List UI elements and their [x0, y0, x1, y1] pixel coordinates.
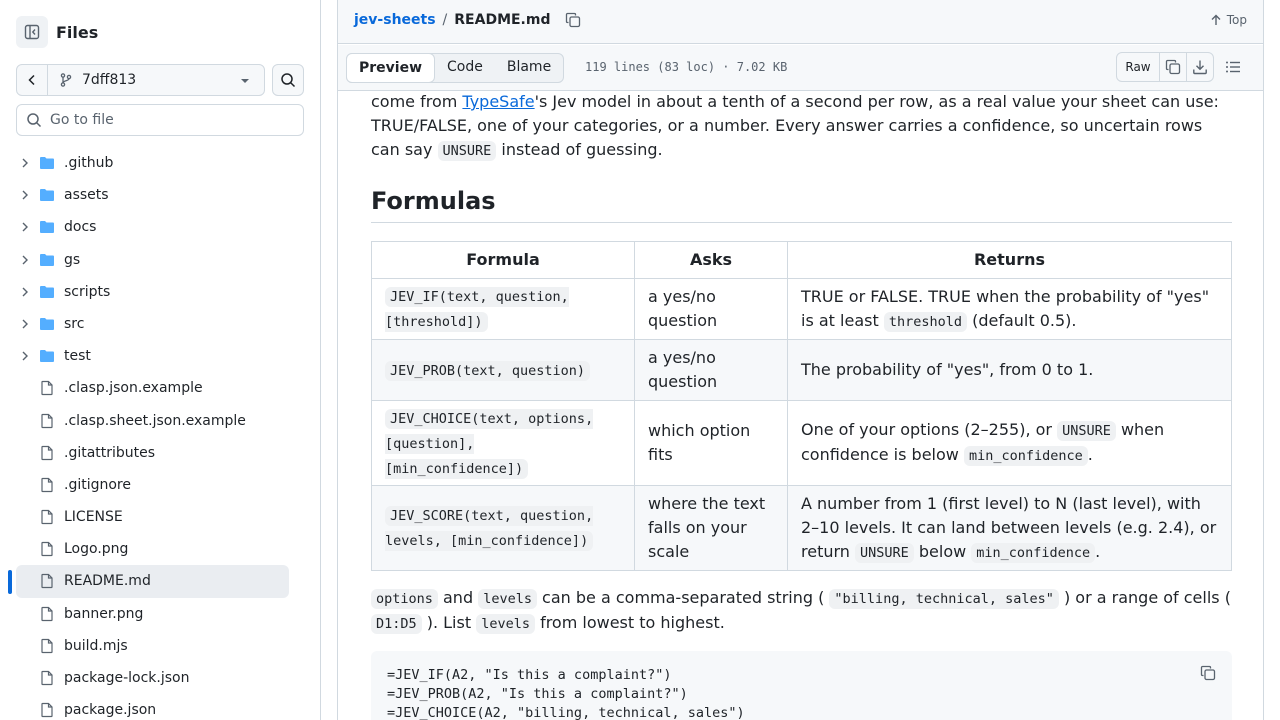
file-icon — [39, 380, 55, 400]
file-icon — [39, 702, 55, 720]
copy-raw-button[interactable] — [1159, 53, 1186, 81]
formula-code: JEV_IF(text, question, [threshold]) — [385, 289, 569, 330]
table-row — [372, 340, 1232, 401]
outline-button[interactable] — [1225, 59, 1241, 79]
code-line: =JEV_IF(A2, "Is this a complaint?") — [387, 667, 672, 683]
breadcrumb-repo-link[interactable]: jev-sheets — [354, 12, 436, 28]
inline-code: min_confidence — [971, 543, 1095, 563]
folder-icon — [39, 155, 55, 175]
file-icon — [39, 606, 55, 626]
inline-code: levels — [478, 589, 537, 609]
chevron-right-icon[interactable] — [19, 221, 31, 237]
file-tree — [16, 147, 289, 720]
tree-item-label: src — [64, 315, 85, 332]
tree-item-label: banner.png — [64, 605, 144, 622]
folder-icon — [39, 316, 55, 336]
returns-text: when confidence is below — [801, 420, 1165, 464]
go-to-file-input[interactable] — [50, 112, 290, 128]
inline-code: options — [371, 589, 438, 609]
breadcrumb — [354, 12, 581, 28]
tree-folder[interactable] — [16, 340, 289, 372]
tree-item-label: assets — [64, 187, 109, 204]
tree-file[interactable] — [16, 565, 289, 597]
inline-code: "billing, technical, sales" — [829, 589, 1058, 609]
file-icon — [39, 445, 55, 465]
note-text: ) or a range of cells ( — [1058, 588, 1231, 607]
top-label: Top — [1226, 13, 1247, 27]
tree-item-label: gs — [64, 251, 81, 268]
table-header-row — [372, 242, 1232, 279]
chevron-right-icon[interactable] — [19, 350, 31, 366]
tree-item-label: .gitattributes — [64, 444, 156, 461]
returns-text: TRUE or FALSE. TRUE when the probability of "yes" is at least — [801, 286, 1210, 330]
download-icon — [1192, 59, 1208, 75]
tree-file[interactable] — [16, 405, 289, 437]
view-mode-tabs — [346, 53, 564, 83]
copy-icon — [1200, 665, 1216, 681]
file-header — [338, 0, 1263, 44]
formula-cell — [372, 340, 635, 401]
code-line: =JEV_PROB(A2, "Is this a complaint?") — [387, 686, 688, 702]
asks-cell: a yes/no question — [635, 340, 788, 401]
active-file-indicator — [8, 570, 12, 594]
raw-button[interactable]: Raw — [1125, 60, 1151, 74]
file-icon — [39, 638, 55, 658]
inline-code: D1:D5 — [371, 614, 422, 634]
returns-text: A number from 1 (first level) to N (last level), with 2–10 levels. It can land between levels (e.g. 2.4), or return — [801, 493, 1217, 561]
tree-item-label: .clasp.sheet.json.example — [64, 412, 246, 429]
column-header: Returns — [788, 242, 1232, 279]
list-unordered-icon — [1225, 59, 1241, 75]
tree-file[interactable] — [16, 630, 289, 662]
tree-item-label: package.json — [64, 702, 157, 719]
file-icon — [39, 670, 55, 690]
file-icon — [39, 477, 55, 497]
chevron-right-icon[interactable] — [19, 189, 31, 205]
go-to-file-field[interactable] — [16, 104, 304, 136]
top-link[interactable] — [1210, 13, 1247, 27]
raw-actions — [1116, 52, 1214, 82]
tree-folder[interactable] — [16, 179, 289, 211]
tree-folder[interactable] — [16, 211, 289, 243]
tree-item-label: build.mjs — [64, 637, 128, 654]
breadcrumb-file: README.md — [454, 12, 551, 28]
intro-text-end: instead of guessing. — [496, 140, 663, 159]
inline-code: min_confidence — [964, 446, 1088, 466]
tree-file[interactable] — [16, 533, 289, 565]
file-icon — [39, 509, 55, 529]
branch-row — [16, 64, 304, 96]
chevron-right-icon[interactable] — [19, 286, 31, 302]
sidebar-collapse-icon — [24, 24, 40, 40]
column-header: Asks — [635, 242, 788, 279]
search-icon — [26, 112, 42, 128]
formulas-table — [371, 241, 1232, 571]
file-icon — [39, 573, 55, 593]
formula-code: JEV_CHOICE(text, options, [question], [min_confidence]) — [385, 410, 594, 477]
file-toolbar — [338, 45, 1263, 91]
code-block-text — [387, 666, 1216, 720]
tree-file[interactable] — [16, 598, 289, 630]
inline-code: threshold — [884, 312, 967, 332]
folder-icon — [39, 219, 55, 239]
tree-folder[interactable] — [16, 308, 289, 340]
copy-icon — [565, 12, 581, 28]
copy-icon — [1165, 59, 1181, 75]
tree-item-label: package-lock.json — [64, 670, 190, 686]
returns-text: . — [1087, 445, 1093, 464]
tree-item-label: .clasp.json.example — [64, 380, 203, 397]
inline-code: UNSURE — [438, 141, 497, 161]
intro-paragraph — [371, 90, 1231, 163]
branch-selector[interactable] — [48, 65, 264, 95]
code-line: =JEV_CHOICE(A2, "billing, technical, sales") — [387, 705, 745, 720]
caret-down-icon — [240, 78, 250, 84]
chevron-left-icon — [24, 72, 40, 88]
tree-file[interactable] — [16, 437, 289, 469]
inline-code: UNSURE — [855, 543, 914, 563]
branch-group — [16, 64, 265, 96]
returns-cell — [788, 279, 1232, 340]
chevron-right-icon[interactable] — [19, 157, 31, 173]
search-icon — [280, 72, 296, 88]
tree-item-label: Logo.png — [64, 541, 129, 558]
table-row — [372, 279, 1232, 340]
returns-cell — [788, 401, 1232, 486]
asks-cell: a yes/no question — [635, 279, 788, 340]
intro-text: come from — [371, 92, 463, 111]
sidebar-header — [16, 16, 98, 48]
asks-cell: where the text falls on your scale — [635, 486, 788, 571]
returns-cell — [788, 340, 1232, 401]
returns-text: below — [913, 541, 972, 561]
sidebar-title: Files — [56, 22, 99, 42]
tree-item-label: scripts — [64, 283, 111, 300]
breadcrumb-separator: / — [442, 12, 448, 28]
collapse-sidebar-button[interactable] — [16, 16, 48, 48]
file-icon — [39, 413, 55, 433]
note-text: ). List — [421, 613, 477, 632]
tree-item-label: test — [64, 348, 91, 365]
download-button[interactable] — [1186, 53, 1213, 81]
returns-cell — [788, 486, 1232, 571]
tree-file[interactable] — [16, 694, 289, 720]
note-text: can be a comma-separated string ( — [536, 588, 830, 607]
folder-icon — [39, 252, 55, 272]
tree-item-label: .github — [64, 155, 114, 171]
folder-icon — [39, 284, 55, 304]
tab-blame[interactable]: Blame — [506, 59, 552, 75]
note-text: and — [437, 588, 479, 607]
inline-code: levels — [476, 614, 535, 634]
file-icon — [39, 541, 55, 561]
inline-code: UNSURE — [1057, 421, 1116, 441]
returns-text: The probability of "yes", from 0 to 1. — [801, 360, 1094, 379]
tab-preview[interactable]: Preview — [346, 53, 435, 83]
tree-file[interactable] — [16, 372, 289, 404]
file-tree-sidebar — [0, 0, 321, 720]
tree-folder[interactable] — [16, 276, 289, 308]
copy-path-button[interactable] — [565, 12, 581, 28]
table-row — [372, 486, 1232, 571]
tree-folder[interactable] — [16, 147, 289, 179]
tree-item-label: .gitignore — [64, 476, 131, 493]
file-view — [337, 0, 1264, 720]
formula-cell — [372, 279, 635, 340]
folder-icon — [39, 187, 55, 207]
tree-folder[interactable] — [16, 244, 289, 276]
git-branch-icon — [58, 72, 74, 88]
code-block — [371, 651, 1232, 720]
tree-file[interactable] — [16, 501, 289, 533]
returns-text: One of your options (2–255), or — [801, 420, 1058, 439]
asks-cell: which option fits — [635, 401, 788, 486]
formula-cell — [372, 486, 635, 571]
tab-code[interactable]: Code — [447, 59, 483, 75]
section-heading: Formulas — [371, 186, 1232, 223]
formula-code: JEV_PROB(text, question) — [385, 361, 590, 381]
formula-cell — [372, 401, 635, 486]
formulas-table-wrap — [371, 241, 1232, 571]
search-button[interactable] — [272, 64, 304, 96]
file-info: 119 lines (83 loc) · 7.02 KB — [585, 60, 788, 74]
tree-item-label: README.md — [64, 573, 151, 590]
intro-text-cont: 's Jev model in about a tenth of a second per row, as a real value your sheet can use: TRUE/FALSE, one of your categories, or a number. Every answer carries a confidence, so uncertain rows can say — [371, 92, 1219, 159]
note-paragraph — [371, 586, 1231, 636]
tree-file[interactable] — [16, 662, 289, 694]
tree-item-label: LICENSE — [64, 509, 123, 526]
arrow-up-icon — [1210, 14, 1222, 26]
typesafe-link[interactable]: TypeSafe — [462, 92, 535, 111]
branch-name: 7dff813 — [82, 72, 137, 88]
chevron-right-icon[interactable] — [19, 254, 31, 270]
tree-item-label: docs — [64, 219, 97, 236]
column-header: Formula — [372, 242, 635, 279]
back-button[interactable] — [17, 65, 48, 95]
folder-icon — [39, 348, 55, 368]
formula-code: JEV_SCORE(text, question, levels, [min_confidence]) — [385, 508, 594, 549]
table-row — [372, 401, 1232, 486]
tree-file[interactable] — [16, 469, 289, 501]
returns-text: . — [1095, 541, 1101, 561]
note-text: from lowest to highest. — [534, 613, 725, 632]
copy-code-button[interactable] — [1200, 665, 1216, 685]
returns-text: (default 0.5). — [966, 310, 1077, 330]
chevron-right-icon[interactable] — [19, 318, 31, 334]
